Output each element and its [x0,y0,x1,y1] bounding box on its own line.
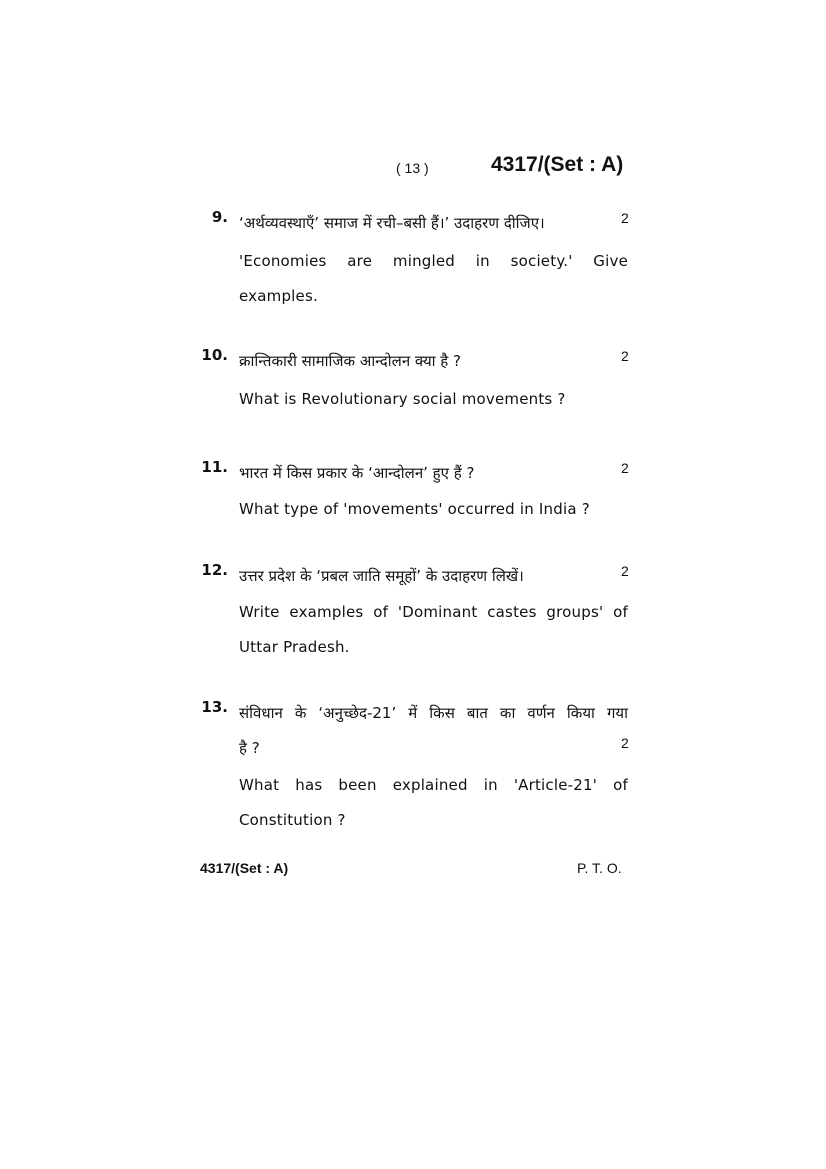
page-number: ( 13 ) [396,160,429,176]
question-number: 9. [211,208,228,226]
question-english [239,244,628,314]
question-number: 11. [201,458,228,476]
english-line: Uttar Pradesh. [239,638,350,656]
english-line: Constitution ? [239,811,346,829]
question-marks: 2 [621,348,629,364]
question-marks: 2 [621,735,629,751]
question-number: 10. [201,346,228,364]
question-english [239,768,628,838]
english-line: 'Economies are mingled in society.' Give [239,252,628,270]
paper-code-header: 4317/(Set : A) [491,153,624,176]
paper-code-footer: 4317/(Set : A) [200,860,289,876]
question-marks: 2 [621,210,629,226]
question-hindi: भारत में किस प्रकार के ‘आन्दोलन’ हुए हैं ? [239,464,475,482]
question-marks: 2 [621,563,629,579]
english-line: examples. [239,287,318,305]
english-line: Write examples of 'Dominant castes groups' of [239,603,628,621]
question-english [239,595,628,665]
question-number: 12. [201,561,228,579]
hindi-line: संविधान के ‘अनुच्छेद-21’ में किस बात का वर्णन किया गया [239,704,628,722]
question-marks: 2 [621,460,629,476]
pto-label: P. T. O. [577,860,622,876]
question-english: What type of 'movements' occurred in India ? [239,500,590,518]
english-line: What has been explained in 'Article-21' of [239,776,628,794]
question-hindi: क्रान्तिकारी सामाजिक आन्दोलन क्या है ? [239,352,461,370]
question-hindi: उत्तर प्रदेश के ‘प्रबल जाति समूहों’ के उदाहरण लिखें। [239,567,524,585]
hindi-line: है ? [239,739,260,757]
question-english: What is Revolutionary social movements ? [239,390,566,408]
question-number: 13. [201,698,228,716]
question-hindi [239,696,628,766]
question-hindi: ‘अर्थव्यवस्थाएँ’ समाज में रची–बसी हैं।’ उदाहरण दीजिए। [239,214,545,232]
